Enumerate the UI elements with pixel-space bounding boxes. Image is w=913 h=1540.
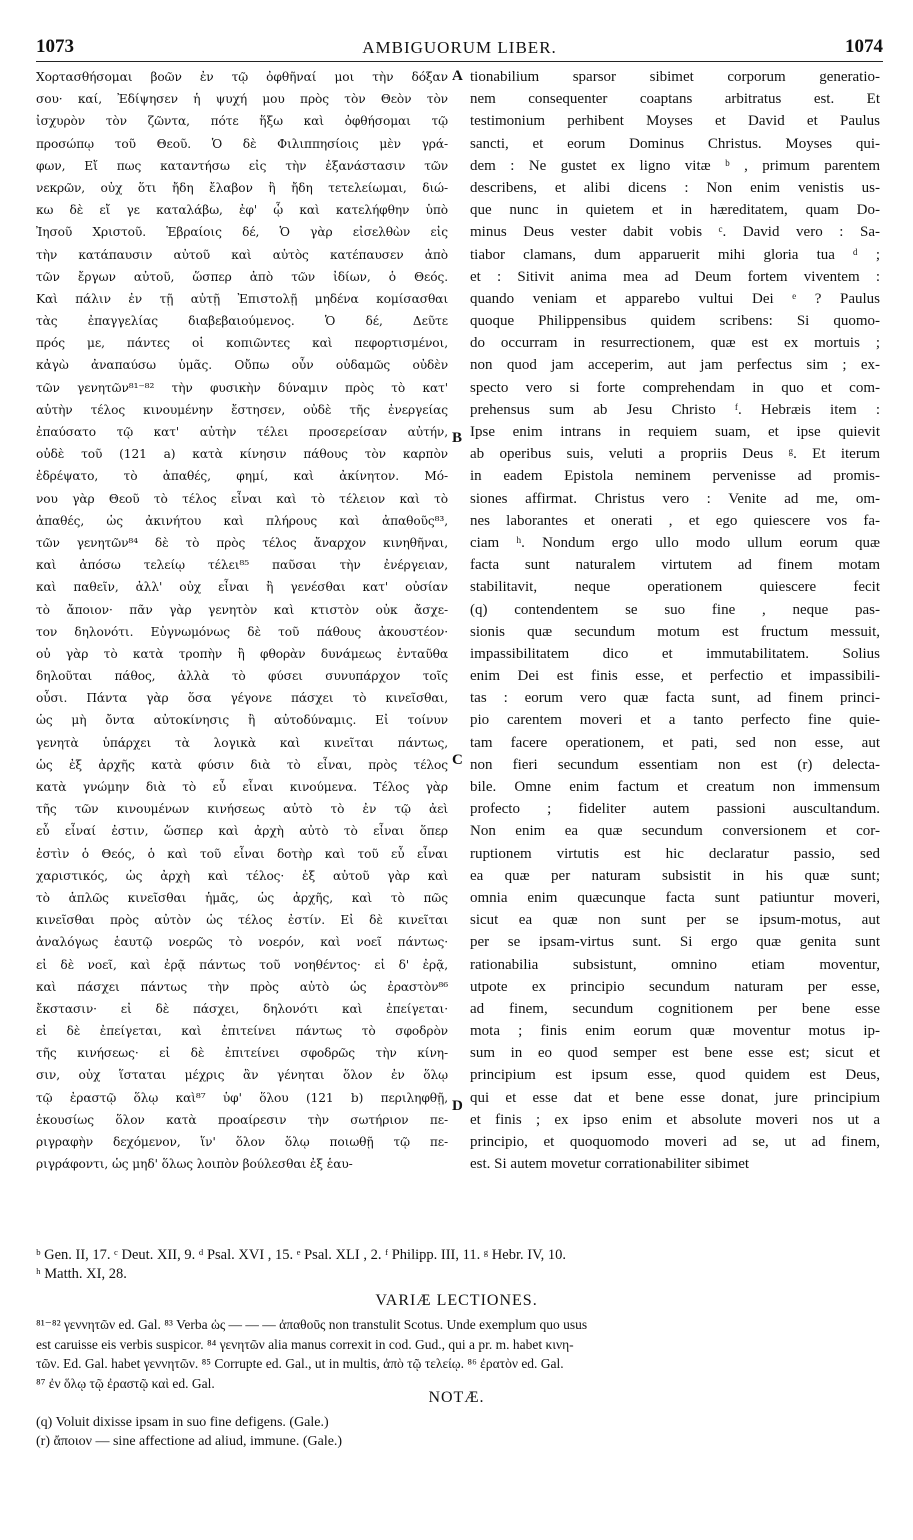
latin-text-line: stabilitavit, neque operationem quiescere fecit — [470, 579, 880, 596]
latin-text-line: in eadem Epistola neminem pervenisse ad promis- — [470, 468, 880, 485]
latin-text-line: tam facere operationem, et pati, sed non esse, aut — [470, 734, 880, 751]
greek-text-line: τὸ ἄποιον· πᾶν γὰρ γενητὸν καὶ κτιστὸν οὐκ ἄσχε- — [36, 602, 448, 617]
latin-text-line: ruptionem virtutis est hic declaratur passio, sed — [470, 845, 880, 862]
greek-text-line: καὶ παθεῖν, ἀλλ' οὐχ εἶναι ἢ γενέσθαι κατ' οὐσίαν — [36, 580, 448, 595]
scripture-ref-line: ᵇ Gen. II, 17. ᶜ Deut. XII, 9. ᵈ Psal. XVI , 15. ᵉ Psal. XLI , 2. ᶠ Philipp. III, 11. ᵍ Hebr. IV, 10. — [36, 1247, 567, 1263]
greek-text-line: Ἰησοῦ Χριστοῦ. Ἑβραίοις δέ, Ὁ γὰρ εἰσελθὼν εἰς — [36, 225, 448, 240]
greek-text-line: κατὰ γνώμην διὰ τὸ εὖ εἶναι κινούμενα. Τέλος γὰρ — [36, 780, 448, 794]
greek-text-line: ὡς μὴ ὄντα αὐτοκίνησις ἢ αὐτοδύναμις. Εἰ τοίνυν — [36, 713, 448, 728]
latin-text-line: ab operibus suis, veluti a propriis Deus ᵍ. Et iterum — [470, 446, 880, 463]
greek-text-line: ἰσχυρὸν τὸν ζῶντα, πότε ἥξω καὶ ὀφθήσομαι τῷ — [36, 114, 448, 129]
variae-lectiones-body — [36, 1315, 883, 1393]
greek-text-line: τῆς κινήσεως· εἰ δὲ ἐπιτείνει σφοδρῶς τὴν κίνη- — [36, 1046, 448, 1061]
variant-line: ⁸⁷ ἐν ὅλῳ τῷ ἐραστῷ καὶ ed. Gal. — [36, 1375, 215, 1391]
latin-text-line: per se ipsam-virtus sunt. Si ergo quæ genita sunt — [470, 934, 880, 951]
greek-text-column — [36, 66, 448, 1238]
latin-text-line: minus Deus vester dabit vobis ᶜ. David vero : Sa- — [470, 224, 880, 241]
latin-text-line: sionis quæ secundum motum est fructum messuit, — [470, 623, 880, 640]
greek-text-line: ἐπαύσατο τῷ κατ' αὐτὴν τέλει προσερείσαν αὐτήν, — [36, 425, 448, 439]
latin-text-line: et finis ; ex ipso enim et absolute moveri nos ut a — [470, 1111, 880, 1128]
scripture-references — [36, 1246, 883, 1284]
greek-text-line: τῆς τῶν κινουμένων κινήσεως αὐτὸ τὸ ἐν τῷ ἀεὶ — [36, 802, 448, 817]
greek-text-line: προσώπῳ τοῦ Θεοῦ. Ὁ δὲ Φιλιππησίοις μὲν γρά- — [36, 136, 448, 151]
latin-text-line: Ipse enim intrans in requiem suam, et ipse quievit — [470, 424, 880, 440]
greek-text-line: γενητὰ ὑπάρχει τὰ λογικὰ καὶ κινεῖται πάντως, — [36, 735, 448, 750]
latin-text-line: enim Dei est finis esse, et perfectio et impassibili- — [470, 668, 880, 685]
latin-text-line: ad finem, secundum cognitionem per bene esse — [470, 1000, 880, 1017]
latin-text-line: et : Sitivit anima mea ad Deum fortem viventem : — [470, 268, 880, 285]
greek-text-line: οὐδὲ τοῦ (121 a) κατὰ κίνησιν πάθους τὸν καρπὸν — [36, 447, 448, 462]
note-line: (q) Voluit dixisse ipsam in suo fine defigens. (Gale.) — [36, 1415, 329, 1430]
greek-text-line: κἀγὼ ἀναπαύσω ὑμᾶς. Οὔπω οὖν οὐδαμῶς οὐδὲν — [36, 358, 448, 373]
greek-text-line: ὡς ἐξ ἀρχῆς κατὰ φύσιν διὰ τὸ εἶναι, πρὸς τέλος — [36, 757, 448, 772]
greek-text-line: νου γὰρ Θεοῦ τὸ τέλος εἶναι καὶ τὸ τέλειον καὶ τὸ — [36, 491, 448, 506]
scripture-ref-line: ʰ Matth. XI, 28. — [36, 1266, 127, 1282]
notae-title: NOTÆ. — [428, 1389, 485, 1406]
latin-text-line: testimonium perhibent Moyses et David et Paulus — [470, 113, 880, 130]
latin-text-line: tiabor clamans, dum apparuerit mihi gloria tua ᵈ ; — [470, 246, 880, 263]
latin-text-line: tionabilium sparsor sibimet corporum generatio- — [470, 69, 880, 85]
greek-text-line: ριγράφοντι, ὡς μηδ' ὅλως λοιπὸν βούλεσθαι ἐξ ἑαυ- — [36, 1157, 353, 1172]
latin-text-line: quoque Philippensibus quidem scribens: Si quomo- — [470, 313, 880, 330]
greek-text-line: ἀναλόγως ἑαυτῷ νοερῶς τὸ νοερόν, καὶ νοεῖ πάντως· — [36, 935, 448, 950]
latin-text-line: que nunc in quietem et in hæreditatem, quam Do- — [470, 202, 880, 219]
latin-text-line: profecto ; fideliter autem passioni auscultandum. — [470, 801, 880, 818]
greek-text-line: σου· καί, Ἐδίψησεν ἡ ψυχή μου πρὸς τὸν Θεὸν τὸν — [36, 92, 448, 107]
greek-text-line: κινεῖσθαι πρὸς αὐτὸν ὡς τέλος ἐστίν. Εἰ δὲ κινεῖται — [36, 913, 448, 928]
latin-text-line: sum in eo quod semper est bene esse est; sicut et — [470, 1045, 880, 1062]
variant-line: τῶν. Ed. Gal. habet γεννητῶν. ⁸⁵ Corrupte ed. Gal., ut in multis, ἀπὸ τῷ τελείῳ. ⁸⁶ ἐρατὸν ed. Gal. — [36, 1356, 564, 1371]
latin-text-line: nes laborantes et onerati , et ego quiescere vos fa- — [470, 512, 880, 529]
greek-text-line: εἰ δὲ ἐπείγεται, καὶ ἐπιτείνει πάντως τὸ σφοδρὸν — [36, 1024, 448, 1039]
latin-text-line: sicut ea quæ non sunt per se ipsum-motus, aut — [470, 912, 880, 929]
latin-text-line: non fieri secundum essentiam non est (r) delecta- — [470, 756, 880, 773]
greek-text-line: τὸ ἁπλῶς κινεῖσθαι ἡμᾶς, ὡς ἀρχῆς, καὶ τὸ πῶς — [36, 890, 448, 905]
page-number-left: 1073 — [36, 36, 74, 57]
greek-text-line: οὖσι. Πάντα γὰρ ὅσα γέγονε πάσχει τὸ κινεῖσθαι, — [36, 691, 448, 706]
header-rule — [36, 61, 883, 62]
latin-text-line: ea quæ per naturam subsistit in his quæ sunt; — [470, 867, 880, 884]
section-letter-b: B — [452, 430, 463, 446]
latin-text-line: omnia enim quæcunque facta sunt patiuntur moveri, — [470, 889, 880, 906]
greek-text-line: νεκρῶν, οὐχ ὅτι ἤδη ἔλαβον ἢ ἤδη τετελείωμαι, διώ- — [36, 180, 448, 195]
greek-text-line: τῷ ἐραστῷ ὅλῳ καὶ⁸⁷ ὑφ' ὅλου (121 b) περιληφθῇ, — [36, 1090, 448, 1105]
latin-text-line: utpote ex principio secundum naturam per esse, — [470, 978, 880, 995]
latin-text-line: dem : Ne gustet ex ligno vitæ ᵇ , primum parentem — [470, 157, 880, 174]
variae-lectiones-title: VARIÆ LECTIONES. — [375, 1292, 538, 1309]
greek-text-line: ἔκστασιν· εἰ δὲ πάσχει, δηλονότι καὶ ἐπείγεται· — [36, 1001, 448, 1016]
greek-text-line: δηλοῦται πάθος, ἀλλὰ τὸ φύσει συνυπάρχον τοῖς — [36, 669, 448, 684]
greek-text-line: καὶ ἀπόσω τελείῳ τέλει⁸⁵ παῦσαι τὴν ἐνέργειαν, — [36, 558, 448, 573]
greek-text-line: τῶν γενητῶν⁸⁴ δὲ τὸ πρὸς τέλος ἄναρχον κινηθῆναι, — [36, 535, 448, 550]
latin-text-line: sancti, et eorum Dominus Christus. Moyses qui- — [470, 135, 880, 152]
greek-text-line: αὐτὴν τέλος κινουμένην ἔστησεν, οὐδὲ τῆς ἐνεργείας — [36, 402, 448, 417]
latin-text-line: principium est ipsum esse, quod quidem est Deus, — [470, 1067, 880, 1084]
latin-text-line: do occurram in resurrectionem, quæ est ex mortuis ; — [470, 335, 880, 352]
latin-text-line: ciam ʰ. Nondum ergo ullo modo ullum eorum quæ — [470, 534, 880, 551]
latin-text-line: tas : eorum vero quæ facta sunt, ad finem princi- — [470, 690, 880, 707]
running-header — [36, 36, 883, 60]
latin-text-line: Non enim ea quæ secundum conversionem et cor- — [470, 823, 880, 840]
greek-text-line: ἐδρέψατο, τὸ ἀπαθές, φημί, καὶ ἀκίνητον. Μό- — [36, 469, 448, 484]
section-letter-c: C — [452, 752, 463, 768]
latin-text-line: rationabilia subsistunt, omnino etiam moventur, — [470, 956, 880, 973]
greek-text-line: φων, Εἴ πως καταντήσω εἰς τὴν ἐξανάστασιν τῶν — [36, 158, 448, 173]
latin-text-line: specto vero si forte comprehendam in quo et com- — [470, 379, 880, 396]
latin-text-line: quando veniam et apparebo vultui Dei ᵉ ? Paulus — [470, 290, 880, 307]
greek-text-line: πρός με, πάντες οἱ κοπιῶντες καὶ πεφορτισμένοι, — [36, 336, 448, 351]
latin-text-line: est. Si autem movetur corrationabiliter sibimet — [470, 1156, 750, 1173]
greek-text-line: ἑκουσίως ὅλον κατὰ προαίρεσιν τὴν σωτήριον πε- — [36, 1112, 448, 1127]
variant-line: ⁸¹⁻⁸² γεννητῶν ed. Gal. ⁸³ Verba ὡς — — — ἀπαθοῦς non transtulit Scotus. Unde exemplum quo usus — [36, 1317, 588, 1332]
greek-text-line: Καὶ πάλιν ἐν τῇ αὐτῇ Ἐπιστολῇ μηδένα κομίσασθαι — [36, 291, 448, 306]
greek-text-line: οὐ γὰρ τὸ κατὰ τροπὴν ἢ φθορὰν δυνάμεως ἐνταῦθα — [36, 646, 448, 661]
note-line: (r) ἄποιον — sine affectione ad aliud, immune. (Gale.) — [36, 1434, 343, 1449]
notae-body — [36, 1413, 883, 1451]
greek-text-line: κω δὲ εἴ γε καταλάβω, ἐφ' ᾧ καὶ κατελήφθην ὑπὸ — [36, 203, 448, 218]
variant-line: est caruisse eis verbis suspicor. ⁸⁴ γενητῶν alia manus correxit in cod. Gud., qui a pr. m. habet κινη- — [36, 1336, 574, 1352]
latin-text-line: bile. Omne enim factum et creatum non immensum — [470, 779, 880, 795]
latin-text-line: nem consequenter coaptans arbitratus est. Et — [470, 91, 880, 108]
section-letter-a: A — [452, 68, 463, 84]
latin-text-line: describens, et alibi dicens : Non enim venistis us- — [470, 179, 880, 196]
latin-text-line: facta sunt naturalem virtutem ad finem motam — [470, 557, 880, 574]
latin-text-line: pio carentem moveri et a tanto perfecto fine quie- — [470, 712, 880, 729]
latin-text-line: prehensus sum ab Jesu Christo ᶠ. Hebræis item : — [470, 401, 880, 418]
latin-text-line: mota ; finis enim eorum quæ moventur motus ip- — [470, 1023, 880, 1040]
latin-text-line: non quod jam acceperim, aut jam perfectus sim ; ex- — [470, 357, 880, 374]
latin-text-line: qui et esse dat et bene esse donat, jure principium — [470, 1089, 880, 1106]
latin-text-line: principio, et quoquomodo moveri ad se, ut ad finem, — [470, 1134, 880, 1150]
page-number-right: 1074 — [845, 36, 883, 57]
running-title: AMBIGUORUM LIBER. — [362, 38, 557, 57]
greek-text-line: τον δηλονότι. Εὐγνωμόνως δὲ τοῦ πάθους ἀκουστέον· — [36, 624, 448, 639]
greek-text-line: τῶν ἔργων αὐτοῦ, ὥσπερ ἀπὸ τῶν ἰδίων, ὁ Θεός. — [36, 269, 448, 284]
greek-text-line: σιν, οὐχ ἵσταται μέχρις ἂν γένηται ὅλον ἐν ὅλῳ — [36, 1068, 448, 1083]
greek-text-line: ριγραφὴν δεχόμενον, ἵν' ὅλον ὅλῳ ποιωθῇ τῷ πε- — [36, 1135, 448, 1149]
greek-text-line: τῶν γενητῶν⁸¹⁻⁸² τὴν φυσικὴν δύναμιν πρὸς τὸ κατ' — [36, 380, 448, 395]
greek-text-line: χαριστικός, ὡς ἀρχὴ καὶ τέλος· ἐξ αὐτοῦ γὰρ καὶ — [36, 868, 448, 883]
latin-text-line: impassibilitatem dico et immutabilitatem. Solius — [470, 645, 880, 662]
latin-text-line: (q) contendentem se suo fine , neque pas- — [470, 601, 880, 618]
greek-text-line: τὰς ἐπαγγελίας διαβεβαιούμενος. Ὁ δέ, Δεῦτε — [36, 314, 448, 329]
greek-text-line: ἐστὶν ὁ Θεός, ὁ καὶ τοῦ εἶναι δοτὴρ καὶ τοῦ εὖ εἶναι — [36, 846, 448, 861]
greek-text-line: Χορτασθήσομαι βοῶν ἐν τῷ ὀφθῆναί μοι τὴν δόξαν — [36, 70, 448, 84]
greek-text-line: εἰ δὲ νοεῖ, καὶ ἐρᾷ πάντως τοῦ νοηθέντος· εἰ δ' ἐρᾷ, — [36, 957, 448, 972]
latin-text-column — [470, 66, 880, 1238]
latin-text-line: siones affirmat. Christus vero : Venite ad me, om- — [470, 490, 880, 507]
greek-text-line: τὴν κατάπαυσιν αὐτοῦ καὶ αὐτὸς κατέπαυσεν ἀπὸ — [36, 247, 448, 262]
section-letter-d: D — [452, 1098, 463, 1114]
greek-text-line: ἀπαθές, ὡς ἀκινήτου καὶ πλήρους καὶ ἀπαθοῦς⁸³, — [36, 513, 448, 528]
greek-text-line: εὖ εἶναί ἐστιν, ὥσπερ καὶ ἀρχὴ αὐτὸ τὸ εἶναι ὅπερ — [36, 824, 448, 839]
greek-text-line: καὶ πάσχει πάντως τὴν πρὸς αὐτὸ ὡς ἐραστὸν⁸⁶ — [36, 979, 448, 994]
